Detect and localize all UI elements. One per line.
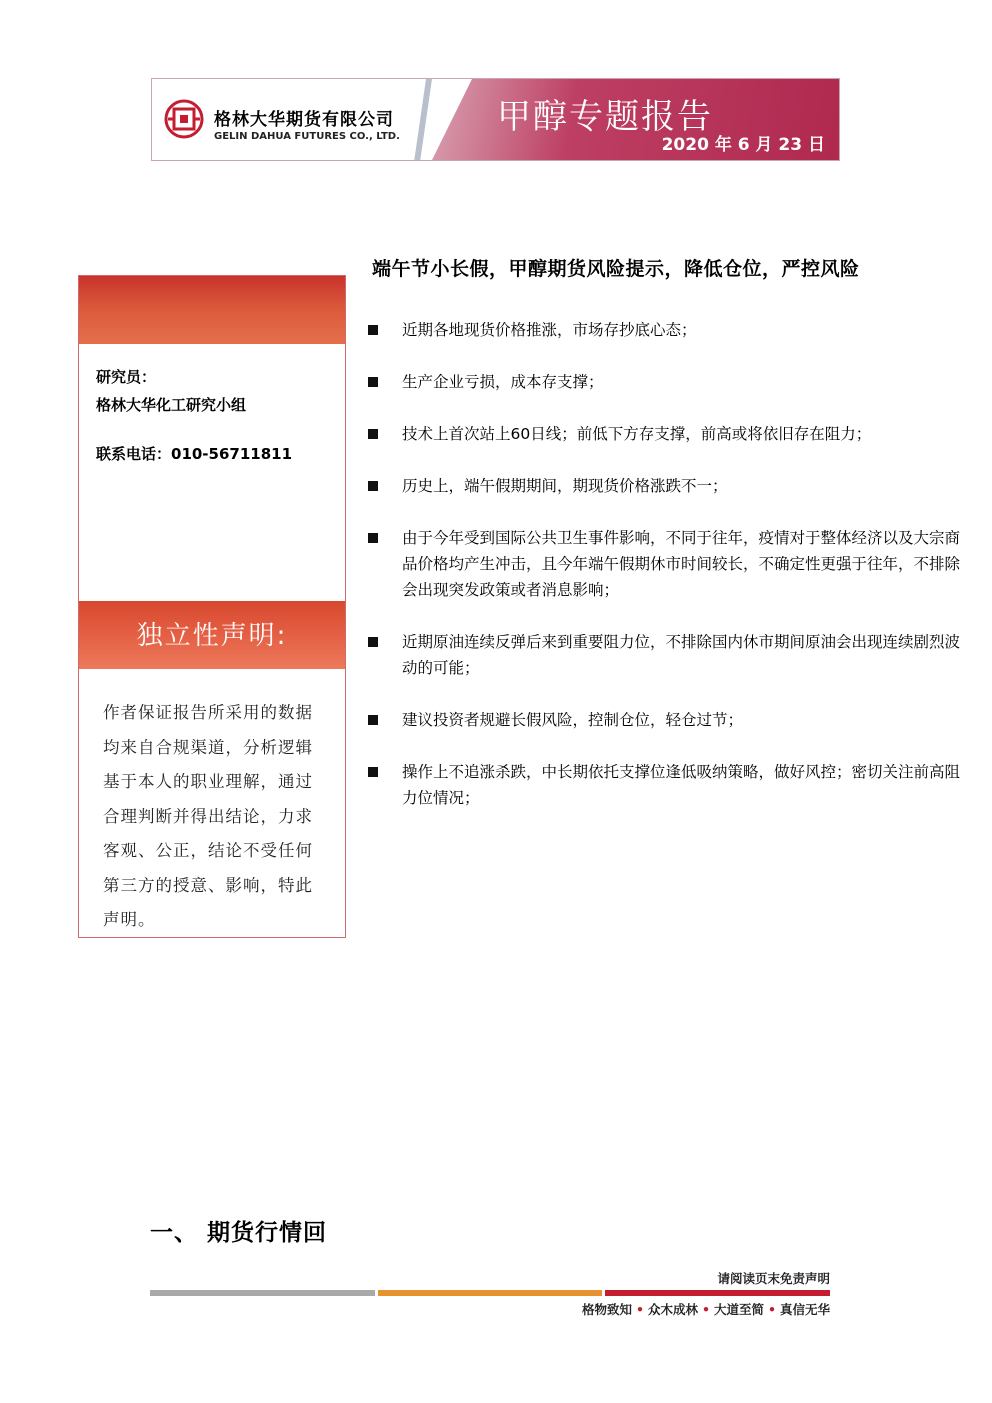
list-item: 历史上，端午假期期间，期现货价格涨跌不一；: [368, 473, 966, 499]
report-date: 2020 年 6 月 23 日: [661, 135, 825, 155]
section-heading: 一、 期货行情回: [150, 1220, 328, 1246]
list-item: 建议投资者规避长假风险，控制仓位，轻仓过节；: [368, 707, 966, 733]
dot-separator-icon: •: [635, 1302, 644, 1317]
researcher-name: 格林大华化工研究小组: [96, 396, 247, 414]
dot-separator-icon: •: [701, 1302, 710, 1317]
square-bullet-icon: [368, 325, 378, 335]
header-divider: [414, 79, 432, 161]
report-headline: 端午节小长假，甲醇期货风险提示，降低仓位，严控风险: [372, 258, 860, 280]
sidebar-panel: [78, 275, 346, 938]
slogan-item: 真信无华: [779, 1302, 830, 1317]
disclaimer-text: 作者保证报告所采用的数据均来自合规渠道，分析逻辑基于本人的职业理解，通过合理判断并得出结论，力求客观、公正，结论不受任何第三方的授意、影响，特此声明。: [103, 703, 313, 929]
square-bullet-icon: [368, 637, 378, 647]
footer-color-bar: [150, 1290, 830, 1296]
disclaimer-title: 独立性声明:: [136, 621, 288, 651]
list-item: 近期各地现货价格推涨，市场存抄底心态；: [368, 317, 966, 343]
square-bullet-icon: [368, 533, 378, 543]
square-bullet-icon: [368, 377, 378, 387]
company-name-en: GELIN DAHUA FUTURES CO., LTD.: [214, 131, 400, 142]
footer-slogan: [582, 1300, 830, 1318]
researcher-label: 研究员：: [96, 368, 157, 386]
slogan-item: 大道至简: [713, 1302, 764, 1317]
list-item: 生产企业亏损，成本存支撑；: [368, 369, 966, 395]
company-logo-icon: [164, 99, 204, 139]
report-title: 甲醇专题报告: [497, 97, 713, 137]
square-bullet-icon: [368, 715, 378, 725]
sidebar-top-band: [79, 276, 345, 344]
square-bullet-icon: [368, 481, 378, 491]
slogan-item: 格物致知: [581, 1302, 632, 1317]
list-item: 操作上不追涨杀跌，中长期依托支撑位逢低吸纳策略，做好风控；密切关注前高阻力位情况；: [368, 759, 966, 811]
square-bullet-icon: [368, 429, 378, 439]
dot-separator-icon: •: [767, 1302, 776, 1317]
disclaimer-note: 请阅读页末免责声明: [717, 1271, 830, 1286]
company-name-cn: 格林大华期货有限公司: [214, 110, 394, 130]
list-item: 由于今年受到国际公共卫生事件影响，不同于往年，疫情对于整体经济以及大宗商品价格均产生冲击，且今年端午假期休市时间较长，不确定性更强于往年，不排除会出现突发政策或者消息影响；: [368, 525, 966, 603]
slogan-item: 众木成林: [647, 1302, 698, 1317]
disclaimer-band: [79, 601, 345, 669]
contact-phone: 联系电话：010-56711811: [96, 445, 293, 463]
list-item: 近期原油连续反弹后来到重要阻力位，不排除国内休市期间原油会出现连续剧烈波动的可能；: [368, 629, 966, 681]
square-bullet-icon: [368, 767, 378, 777]
researcher-info: [96, 366, 292, 471]
list-item: 技术上首次站上60日线；前低下方存支撑，前高或将依旧存在阻力；: [368, 421, 966, 447]
report-header: [151, 78, 840, 161]
key-points-list: [368, 317, 966, 811]
